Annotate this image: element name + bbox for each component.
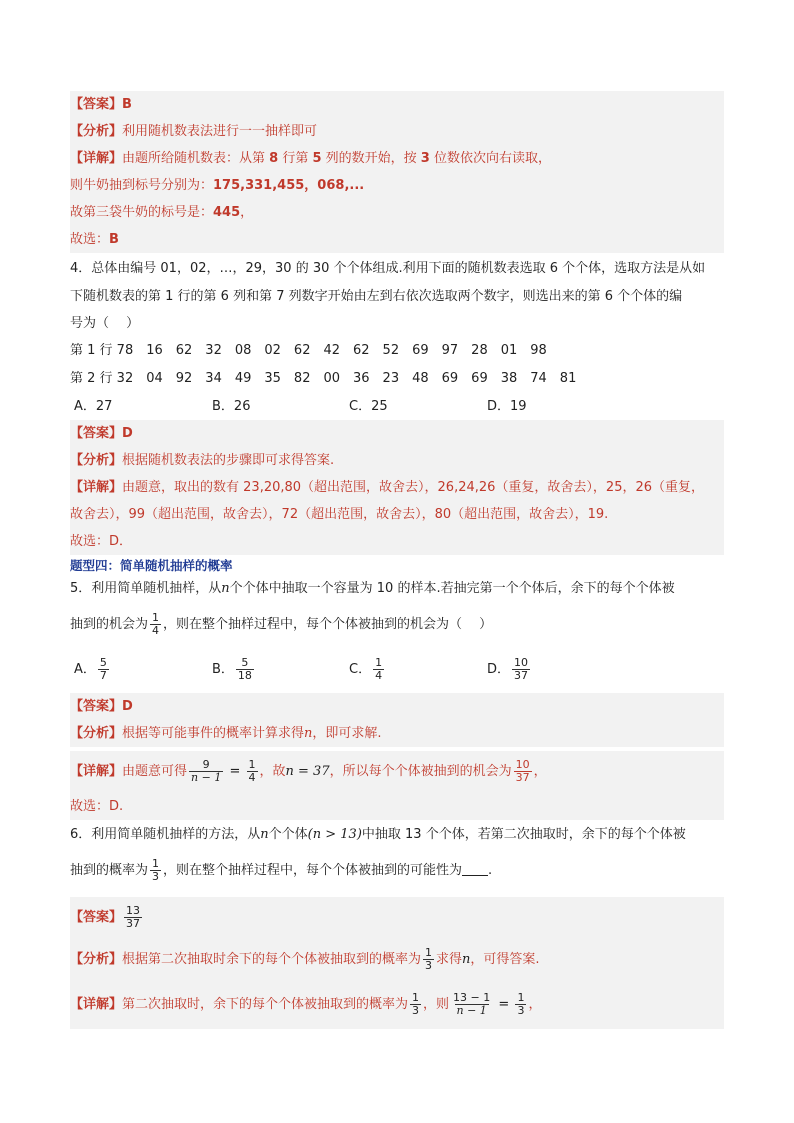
q3-detail-text: 列的数开始，按 xyxy=(321,151,421,166)
fraction-numerator: 1 xyxy=(425,946,433,959)
q6-detail-text: ，则 xyxy=(423,997,450,1012)
q5-stem-line-2 xyxy=(70,606,724,644)
fraction xyxy=(515,992,526,1017)
fraction-denominator: n − 1 xyxy=(191,771,222,784)
q4-detail-text: 故舍去），99（超出范围，故舍去），72（超出范围，故舍去），80（超出范围，故舍去），19. xyxy=(70,507,609,522)
q6-detail-text: 第二次抽取时，余下的每个个体被抽取到的概率为 xyxy=(122,997,409,1012)
q5-detail-text: 由题意可得 xyxy=(122,764,188,779)
analysis-tag: 【分析】 xyxy=(70,952,123,967)
option-label: B． xyxy=(212,662,234,677)
fraction xyxy=(512,657,530,682)
fraction-denominator: 3 xyxy=(517,1004,525,1017)
q6-stem-text: 个个体 xyxy=(268,827,308,842)
fraction-numerator: 13 xyxy=(126,904,141,917)
q3-analysis: 利用随机数表法进行一一抽样即可 xyxy=(122,124,318,139)
fraction-denominator: 3 xyxy=(412,1004,420,1017)
analysis-tag: 【分析】 xyxy=(70,726,123,741)
answer-tag: 【答案】 xyxy=(70,97,123,112)
fraction xyxy=(150,612,161,637)
var-n: n xyxy=(221,581,230,596)
q4-conclusion: 故选：D． xyxy=(70,534,133,549)
q5-detail-line xyxy=(70,751,724,793)
q4-options xyxy=(70,393,724,420)
q5-stem-text: 5．利用简单随机抽样，从 xyxy=(70,581,222,596)
answer-blank xyxy=(462,861,488,876)
equals-sign: = xyxy=(225,764,245,779)
q3-detail-line-1 xyxy=(70,145,724,172)
q4-table-row-2 xyxy=(70,365,724,392)
q5-stem-line-1 xyxy=(70,575,724,602)
option-label: A． xyxy=(74,662,96,677)
q6-analysis: ，可得答案. xyxy=(470,952,540,967)
detail-tag: 【详解】 xyxy=(70,764,123,779)
fraction-denominator: 4 xyxy=(248,771,256,784)
answer-tag: 【答案】 xyxy=(70,426,123,441)
q4-stem-text: 下随机数表的第 1 行的第 6 列和第 7 列数字开始由左到右依次选取两个数字，则选出来的第 6 个个体的编 xyxy=(70,289,683,304)
fraction-denominator: 4 xyxy=(375,669,383,682)
fraction-denominator: 4 xyxy=(152,624,160,637)
detail-tag: 【详解】 xyxy=(70,997,123,1012)
q3-conclusion-choice: B xyxy=(109,232,119,247)
q5-conclusion-line xyxy=(70,793,724,820)
q3-detail-text: ， xyxy=(240,205,254,220)
detail-tag: 【详解】 xyxy=(70,151,123,166)
q3-detail-num: 5 xyxy=(312,151,322,166)
q3-detail-text: 行第 xyxy=(278,151,313,166)
q6-analysis: 根据第二次抽取时余下的每个个体被抽取到的概率为 xyxy=(122,952,422,967)
analysis-tag: 【分析】 xyxy=(70,453,123,468)
fraction-denominator: 3 xyxy=(425,959,433,972)
q6-analysis: 求得 xyxy=(436,952,463,967)
q5-answer: D xyxy=(122,699,133,714)
q5-analysis-line xyxy=(70,720,724,747)
analysis-tag: 【分析】 xyxy=(70,124,123,139)
answer-tag: 【答案】 xyxy=(70,699,123,714)
fraction-denominator: 7 xyxy=(99,669,107,682)
answer-tag: 【答案】 xyxy=(70,910,123,925)
fraction xyxy=(373,657,384,682)
fraction-numerator: 5 xyxy=(241,656,249,669)
q6-stem-text: ，则在整个抽样过程中，每个个体被抽到的可能性为 xyxy=(163,863,463,878)
q6-stem-text: 6．利用简单随机抽样的方法，从 xyxy=(70,827,261,842)
q5-option-a xyxy=(74,651,111,689)
q5-options xyxy=(70,651,724,689)
q5-detail-text: ， xyxy=(533,764,547,779)
q3-conclusion-line xyxy=(70,226,724,253)
q4-table-row-1 xyxy=(70,337,724,364)
fraction-denominator: 37 xyxy=(126,917,141,930)
q3-detail-text: 位数依次向右读取， xyxy=(429,151,551,166)
q3-conclusion: 故选： xyxy=(70,232,110,247)
q3-answer-line xyxy=(70,91,724,118)
fraction-numerator: 10 xyxy=(514,656,529,669)
fraction-numerator: 9 xyxy=(202,758,210,771)
q5-stem-text: ，则在整个抽样过程中，每个个体被抽到的机会为（ ） xyxy=(163,617,493,632)
q3-detail-text: 由题所给随机数表：从第 xyxy=(122,151,270,166)
q5-detail-text: ，所以每个个体被抽到的机会为 xyxy=(329,764,512,779)
fraction xyxy=(150,858,161,883)
q4-answer-line xyxy=(70,420,724,447)
var-n: n xyxy=(462,952,471,967)
q3-detail-line-2 xyxy=(70,172,724,199)
q6-detail-text: ， xyxy=(528,997,542,1012)
q4-option-a: A．27 xyxy=(74,399,113,414)
q5-option-d xyxy=(487,651,532,689)
q3-detail-line-3 xyxy=(70,199,724,226)
q4-stem-text: 号为（ ） xyxy=(70,316,140,331)
fraction-numerator: 5 xyxy=(99,656,107,669)
q5-answer-line xyxy=(70,693,724,720)
q4-answer: D xyxy=(122,426,133,441)
q4-analysis-line xyxy=(70,447,724,474)
q4-option-b: B．26 xyxy=(212,399,251,414)
q5-stem-text: 抽到的机会为 xyxy=(70,617,149,632)
fraction-numerator: 1 xyxy=(152,857,160,870)
q3-detail-num: 3 xyxy=(420,151,430,166)
q3-detail-text: 故第三袋牛奶的标号是： xyxy=(70,205,214,220)
q4-detail-text: 由题意，取出的数有 23,20,80（超出范围，故舍去），26,24,26（重复，故舍去），25，26（重复， xyxy=(122,480,705,495)
fraction xyxy=(124,905,142,930)
fraction-denominator: 37 xyxy=(514,669,529,682)
q4-detail-line-2 xyxy=(70,501,724,528)
n-value: n = 37 xyxy=(285,764,330,779)
q3-detail-num: 175,331,455，068,... xyxy=(213,178,365,193)
fraction-numerator: 13 − 1 xyxy=(453,991,491,1004)
detail-tag: 【详解】 xyxy=(70,480,123,495)
q6-stem-text: 中抽取 13 个个体，若第二次抽取时，余下的每个个体被 xyxy=(361,827,686,842)
q6-stem-line-1 xyxy=(70,821,724,848)
fraction-numerator: 1 xyxy=(517,991,525,1004)
fraction-denominator: 37 xyxy=(515,771,530,784)
fraction-numerator: 1 xyxy=(375,656,383,669)
fraction xyxy=(423,947,434,972)
q4-conclusion-line xyxy=(70,528,724,555)
section-heading xyxy=(70,556,724,576)
q3-answer: B xyxy=(122,97,132,112)
equals-sign: = xyxy=(494,997,514,1012)
q3-detail-num: 445 xyxy=(213,205,241,220)
section-title: 题型四：简单随机抽样的概率 xyxy=(70,558,233,573)
q6-detail-line xyxy=(70,981,724,1029)
fraction-denominator: 3 xyxy=(152,870,160,883)
q4-analysis: 根据随机数表法的步骤即可求得答案. xyxy=(122,453,335,468)
fraction xyxy=(451,992,492,1017)
fraction-numerator: 10 xyxy=(515,758,530,771)
q6-stem-text: 抽到的概率为 xyxy=(70,863,149,878)
q5-option-c xyxy=(349,651,386,689)
q4-stem-line-1 xyxy=(70,255,724,282)
random-table-row: 第 2 行 32 04 92 34 49 35 82 00 36 23 48 69 69 38 74 81 xyxy=(70,371,577,386)
condition: (n > 13) xyxy=(307,827,362,842)
fraction xyxy=(514,759,532,784)
q4-stem-line-2 xyxy=(70,283,724,310)
fraction-numerator: 1 xyxy=(412,991,420,1004)
fraction xyxy=(236,657,254,682)
q6-analysis-line xyxy=(70,939,724,981)
q5-stem-text: 个个体中抽取一个容量为 10 的样本.若抽完第一个个体后，余下的每个个体被 xyxy=(229,581,675,596)
q6-stem-line-2 xyxy=(70,852,724,890)
option-label: C． xyxy=(349,662,372,677)
q6-answer-line xyxy=(70,897,724,939)
fraction-numerator: 1 xyxy=(248,758,256,771)
q5-analysis: ，即可求解. xyxy=(312,726,382,741)
fraction-denominator: n − 1 xyxy=(456,1004,487,1017)
option-label: D． xyxy=(487,662,511,677)
q6-stem-text: . xyxy=(488,863,493,878)
q3-detail-text: 则牛奶抽到标号分别为： xyxy=(70,178,214,193)
q5-detail-text: ，故 xyxy=(259,764,286,779)
q3-analysis-line xyxy=(70,118,724,145)
q4-detail-line-1 xyxy=(70,474,724,501)
q3-detail-num: 8 xyxy=(269,151,279,166)
fraction xyxy=(98,657,109,682)
q4-option-c: C．25 xyxy=(349,399,388,414)
q4-stem-text: 4．总体由编号 01，02，…，29，30 的 30 个个体组成.利用下面的随机数表选取 6 个个体，选取方法是从如 xyxy=(70,261,706,276)
fraction xyxy=(410,992,421,1017)
q4-option-d: D．19 xyxy=(487,399,527,414)
fraction-numerator: 1 xyxy=(152,611,160,624)
var-n: n xyxy=(260,827,269,842)
q5-option-b xyxy=(212,651,256,689)
q5-conclusion: 故选：D. xyxy=(70,799,124,814)
fraction-denominator: 18 xyxy=(237,669,252,682)
q5-analysis: 根据等可能事件的概率计算求得 xyxy=(122,726,305,741)
random-table-row: 第 1 行 78 16 62 32 08 02 62 42 62 52 69 97 28 01 98 xyxy=(70,343,547,358)
fraction xyxy=(189,759,223,784)
var-n: n xyxy=(304,726,313,741)
q4-stem-line-3 xyxy=(70,310,724,337)
fraction xyxy=(247,759,258,784)
